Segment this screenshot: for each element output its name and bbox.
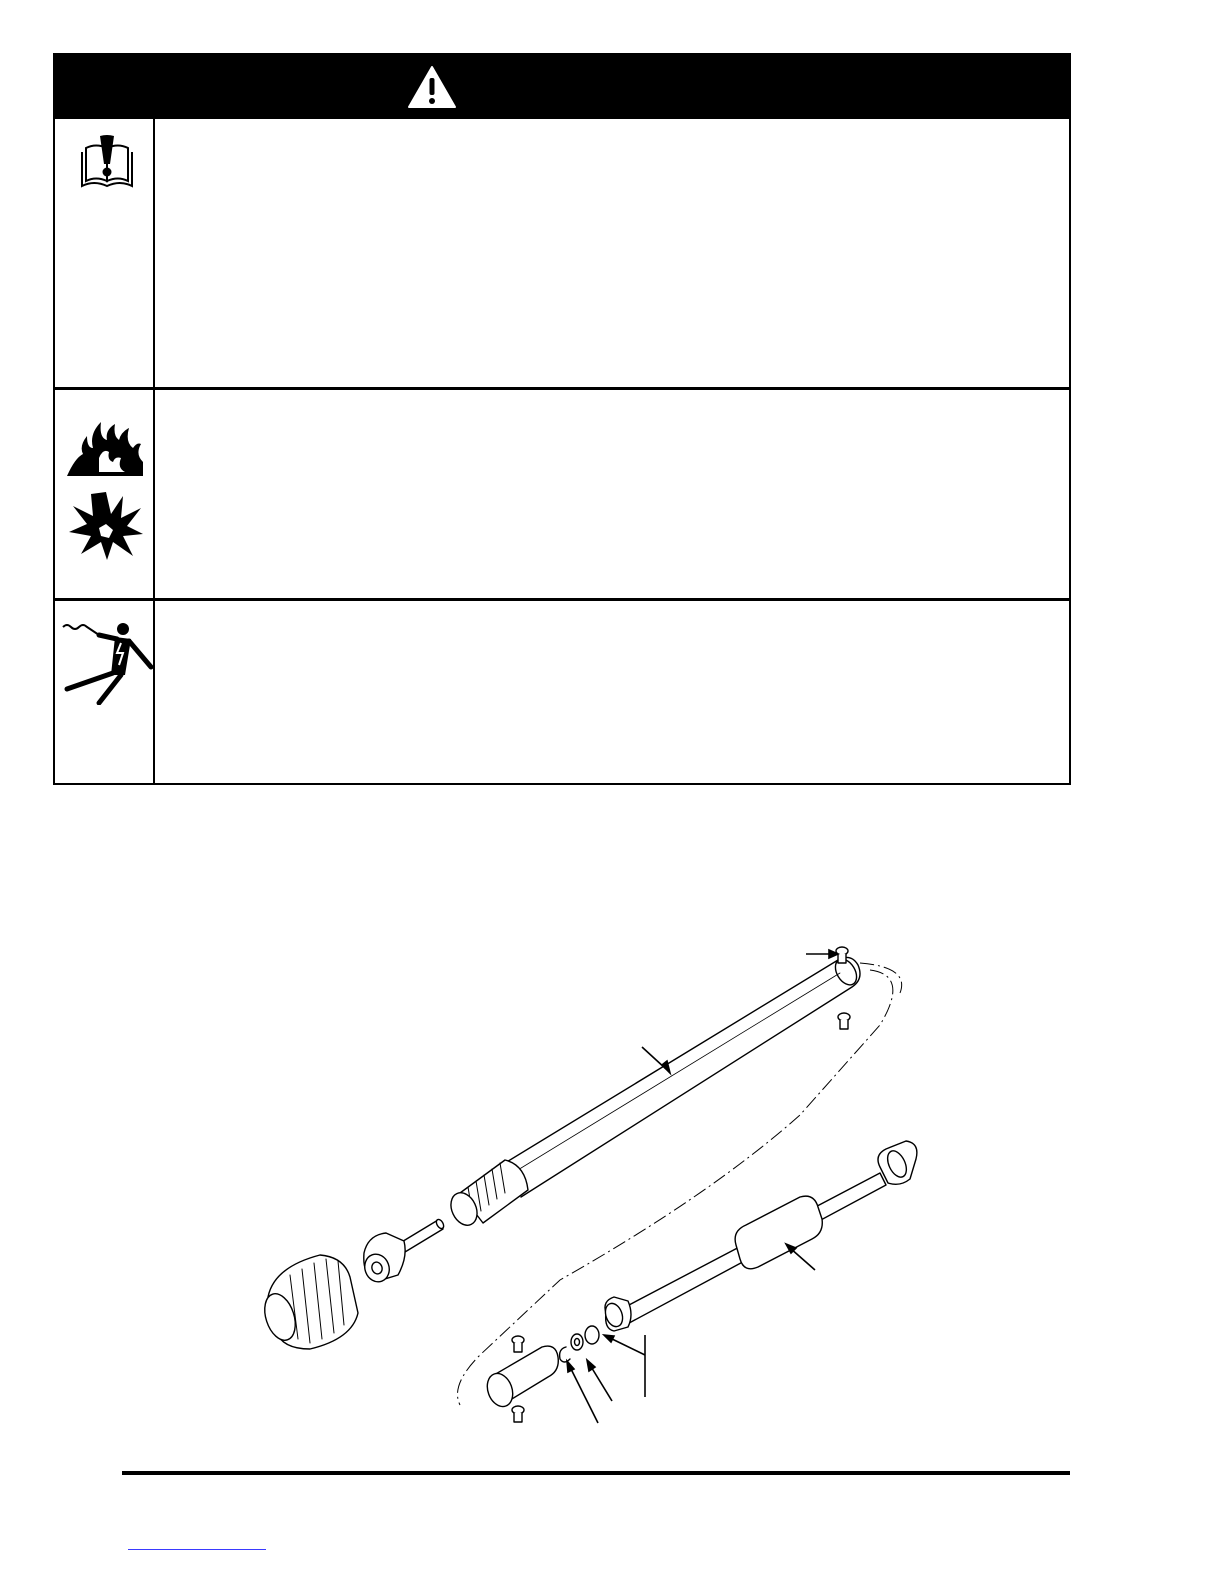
warning-triangle-icon [407, 65, 457, 109]
assembly-line [860, 963, 902, 993]
warning-header [55, 55, 1069, 119]
warning-text-fire-explosion [155, 390, 1069, 598]
extension-tube [505, 955, 861, 1197]
screw [512, 1336, 524, 1352]
screw [512, 1406, 524, 1422]
explosion-icon [69, 490, 143, 560]
pin [400, 1218, 445, 1252]
warning-row-electric-shock [55, 601, 1069, 783]
washer-inner [575, 1339, 580, 1346]
fire-icon [65, 418, 145, 478]
callout-arrow [587, 1360, 612, 1401]
short-tube [483, 1346, 558, 1410]
footer-link-underline[interactable] [128, 1548, 266, 1550]
callout-arrow [806, 950, 838, 958]
read-manual-icon [79, 134, 135, 190]
retaining-ring [560, 1347, 570, 1362]
warning-table [53, 53, 1071, 785]
electric-shock-icon [59, 621, 153, 705]
parts-exploded-diagram [240, 935, 940, 1435]
inner-tube [602, 1141, 917, 1331]
adapter [361, 1233, 405, 1285]
icon-cell [55, 390, 155, 598]
footer-rule [122, 1471, 1070, 1475]
warning-row-manual [55, 119, 1069, 390]
icon-cell [55, 119, 155, 387]
knurled-nut [259, 1255, 358, 1349]
warning-text-electric-shock [155, 601, 1069, 783]
callout-arrow [604, 1335, 645, 1355]
callout-arrow [642, 1047, 670, 1073]
screw [836, 947, 848, 963]
icon-cell [55, 601, 155, 783]
spacer [585, 1326, 599, 1344]
warning-row-fire-explosion [55, 390, 1069, 601]
callout-arrow [786, 1244, 815, 1270]
warning-text-manual [155, 119, 1069, 387]
threaded-coupling [446, 1160, 528, 1229]
screw [838, 1013, 850, 1029]
